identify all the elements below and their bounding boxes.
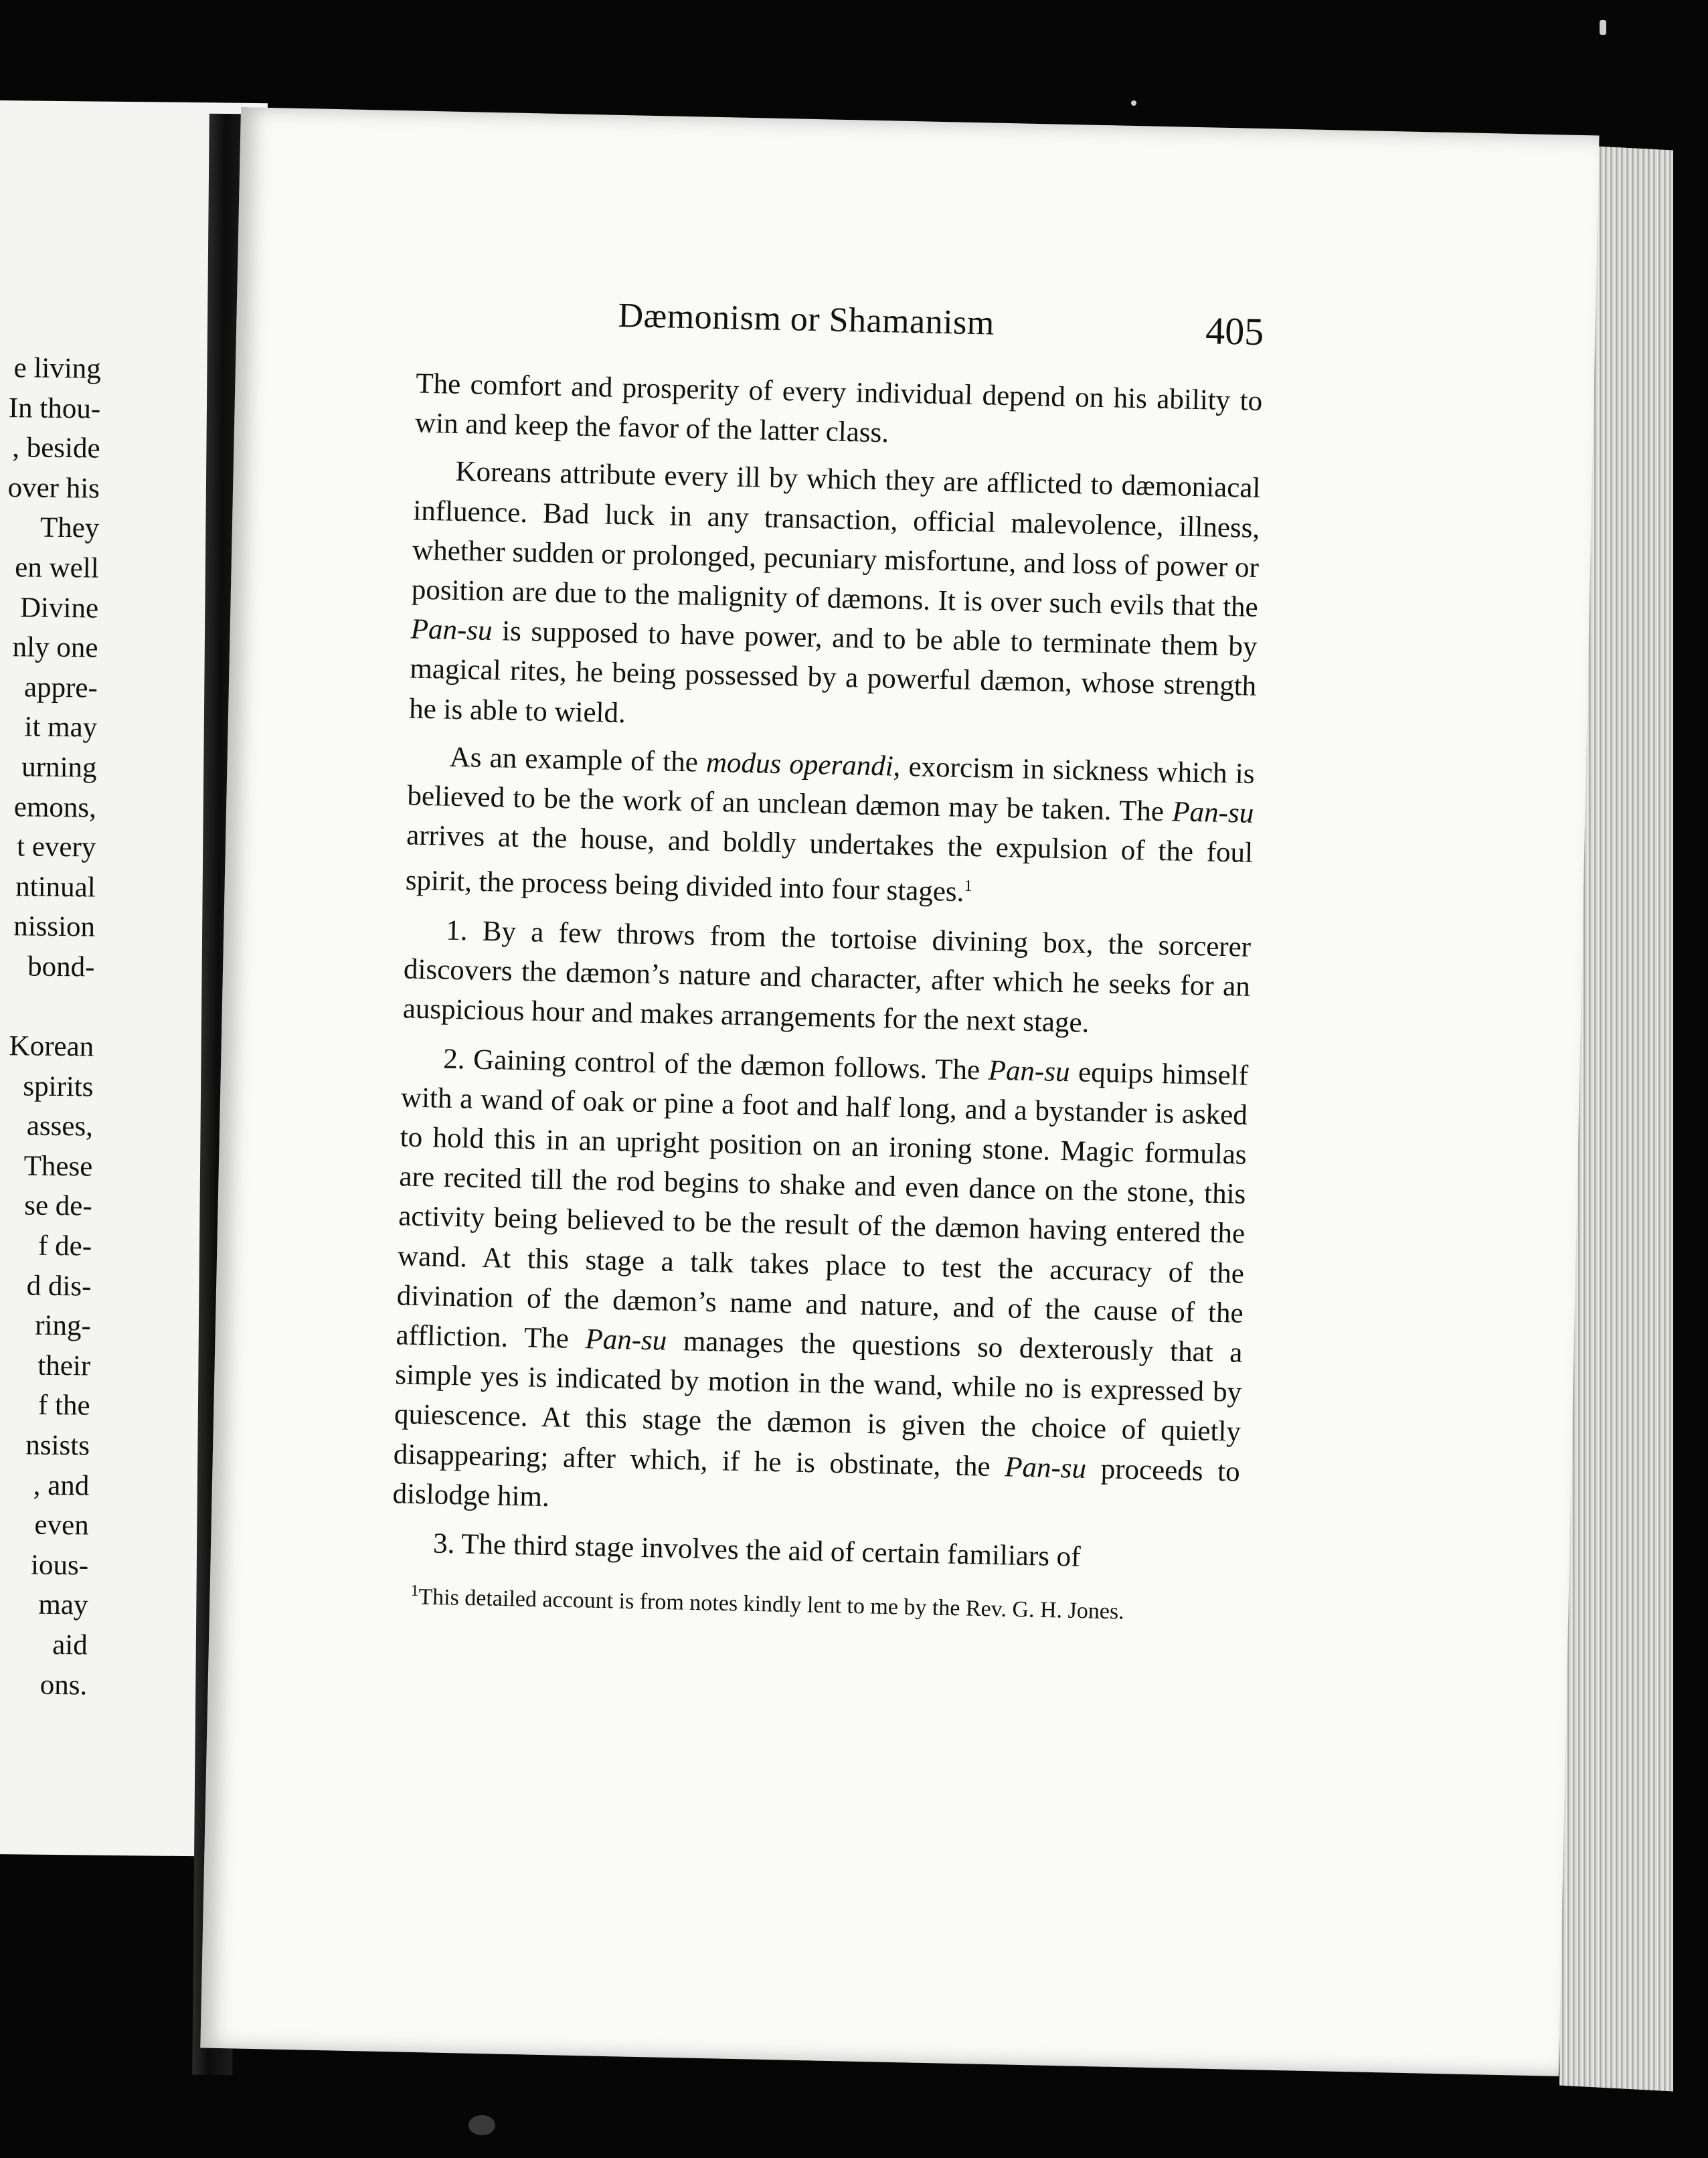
- facing-page-line: urning: [21, 751, 97, 784]
- paragraph-text: manages the questions so dexterously that a simple yes is indicated by motion in the wand, while no is expressed by quiescence. At this stage the dæmon is given the choice of quietly disappearing; after which, if he is obstinate, the: [393, 1325, 1243, 1483]
- facing-page-line: even: [34, 1509, 89, 1542]
- running-head: [417, 292, 1264, 363]
- paragraph-text: 3. The third stage involves the aid of certain familiars of: [432, 1527, 1082, 1573]
- facing-page-line: nission: [13, 910, 96, 943]
- facing-page-line: Divine: [19, 591, 99, 625]
- facing-page-line: Korean: [9, 1030, 94, 1063]
- page-405: [200, 107, 1599, 2076]
- italic-term: Pan-su: [1004, 1450, 1087, 1485]
- facing-page-line: nly one: [12, 631, 98, 664]
- facing-page-line: They: [39, 512, 100, 544]
- dust-speck: [1600, 20, 1606, 35]
- paragraph-text: proceeds to dislodge him.: [392, 1452, 1241, 1513]
- paragraph: [405, 736, 1255, 918]
- footnote-reference: 1: [964, 878, 972, 896]
- body-text: [392, 364, 1263, 1580]
- facing-page-line: bond-: [27, 950, 95, 983]
- italic-term: Pan-su: [1171, 796, 1254, 829]
- facing-page-line: ons.: [39, 1669, 88, 1702]
- facing-page-text-fragments: [0, 348, 101, 1706]
- facing-page-line: ious-: [30, 1549, 89, 1582]
- paragraph: [402, 910, 1251, 1046]
- footnote-mark: 1: [410, 1582, 419, 1600]
- facing-page-line: t every: [16, 831, 96, 863]
- page-content: [390, 292, 1264, 1631]
- facing-page-line: emons,: [13, 791, 97, 824]
- italic-term: modus operandi: [705, 746, 894, 782]
- facing-page-line: ntinual: [15, 871, 96, 904]
- facing-page-line: ring-: [34, 1309, 92, 1342]
- paragraph-text: , exorcism in sickness which is believed to be the work of an unclean dæmon may be taken. The: [407, 750, 1255, 828]
- facing-page-line: [0, 986, 94, 1027]
- facing-page-line: over his: [7, 471, 100, 505]
- facing-page-line: may: [38, 1589, 88, 1621]
- paragraph-text: arrives at the house, and boldly undertakes the expulsion of the foul spirit, the process being divided into four stages.: [405, 819, 1254, 908]
- paragraph-text: is supposed to have power, and to be able to terminate them by magical rites, he being possessed by a powerful dæmon, whose strength he is able to wield.: [408, 615, 1258, 729]
- page-number: 405: [1205, 309, 1264, 354]
- footnote-text: This detailed account is from notes kindly lent to me by the Rev. G. H. Jones.: [418, 1584, 1125, 1625]
- facing-page-line: , and: [33, 1469, 90, 1502]
- facing-page-line: f the: [37, 1390, 90, 1422]
- paragraph: [392, 1523, 1239, 1580]
- italic-term: Pan-su: [988, 1054, 1071, 1088]
- running-title: Dæmonism or Shamanism: [618, 296, 995, 343]
- facing-page-line: These: [23, 1150, 93, 1183]
- paragraph-text: Koreans attribute every ill by which they are afflicted to dæmoniacal influence. Bad luck in any transaction, official malevolence, illness, whether sudden or prolonged, pecuniary misfortune, and loss of power or position are due to the malignity of dæmons. It is over such evils that the: [411, 456, 1261, 624]
- facing-page-line: their: [37, 1349, 91, 1382]
- paragraph: [409, 451, 1261, 746]
- facing-page-line: , beside: [11, 432, 100, 465]
- facing-page-line: In thou-: [8, 392, 101, 425]
- italic-term: Pan-su: [584, 1323, 667, 1357]
- facing-page-line: en well: [15, 552, 99, 584]
- facing-page-line: it may: [24, 711, 98, 744]
- paragraph: [415, 364, 1263, 461]
- facing-page-line: d dis-: [26, 1270, 92, 1303]
- facing-page-line: e living: [13, 352, 102, 385]
- facing-page-line: aid: [52, 1629, 88, 1661]
- facing-page-line: asses,: [26, 1110, 94, 1143]
- facing-page-line: spirits: [23, 1070, 94, 1103]
- paragraph-text: 2. Gaining control of the dæmon follows. The: [442, 1043, 989, 1086]
- paragraph: [392, 1038, 1249, 1531]
- facing-page-line: nsists: [25, 1429, 90, 1462]
- facing-page-line: f de-: [37, 1230, 92, 1262]
- facing-page-line: appre-: [23, 671, 98, 704]
- paragraph-text: equips himself with a wand of oak or pine a foot and half long, and a bystander is asked to hold this in an upright position on an ironing stone. Magic formulas are recited till the rod begins to shake and even dance on the stone, this activity being believed to be the result of the dæmon having entered the wand. At this stage a talk takes place to test the accuracy of the divination of the dæmon’s name and nature, and of the cause of the affliction. The: [396, 1056, 1249, 1355]
- dust-speck: [1131, 100, 1136, 106]
- dust-speck: [468, 2115, 495, 2135]
- footnote: [390, 1574, 1237, 1631]
- italic-term: Pan-su: [410, 613, 493, 647]
- paragraph-text: The comfort and prosperity of every individual depend on his ability to win and keep the favor of the latter class.: [414, 367, 1263, 449]
- paragraph-text: 1. By a few throws from the tortoise divining box, the sorcerer discovers the dæmon’s nature and character, after which he seeks for an auspicious hour and makes arrangements for the next stage.: [402, 914, 1252, 1040]
- facing-page-line: se de-: [23, 1189, 92, 1223]
- paragraph-text: As an example of the: [449, 741, 707, 778]
